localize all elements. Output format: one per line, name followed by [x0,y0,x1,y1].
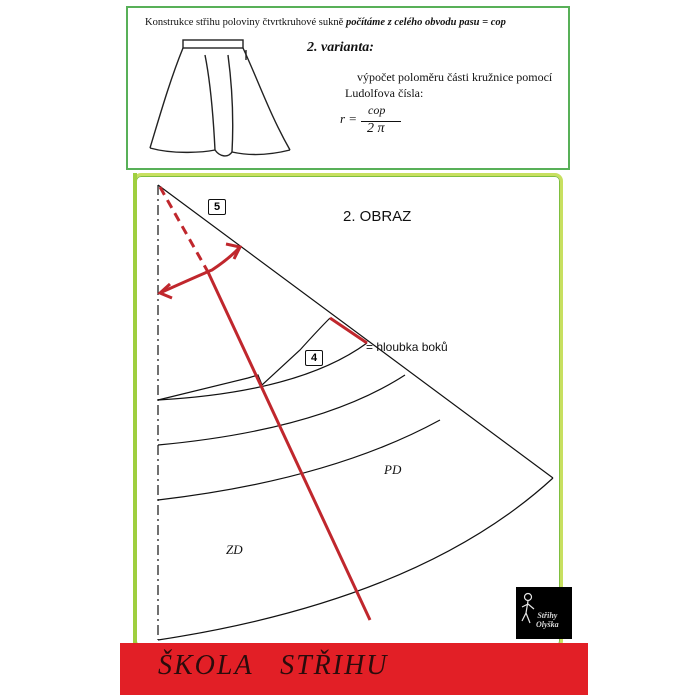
variant-title: 2. varianta: [307,40,374,55]
intro-text-emphasis: počítáme z celého obvodu pasu = cop [345,17,506,28]
pattern-arc-lower [158,420,440,500]
logo-text [536,611,559,629]
red-hip-depth-line [330,318,367,343]
step-5-label: 5 [208,199,226,215]
calc-text-line2: Ludolfova čísla: [345,86,424,100]
logo-line2: Olyška [536,620,559,629]
diagram-title: 2. OBRAZ [343,208,412,225]
red-radius-arc [162,247,240,292]
step-4-label: 4 [305,350,323,366]
banner-title: ŠKOLA STŘIHU [158,650,389,681]
calc-text-line1: výpočet poloměru části kružnice pomocí [357,70,553,84]
logo-line1: Střihy [537,611,558,620]
formula-numerator: cop [368,103,386,117]
red-dashed-radius [160,187,208,272]
pattern-arc-middle [158,375,405,445]
formula-denominator: 2 π [367,121,385,136]
pattern-hem-arc [158,478,553,640]
pattern-side-line [158,185,553,478]
front-piece-label: PD [384,462,402,477]
formula-lhs: r = [340,111,358,126]
hip-depth-label: = hloubka boků [366,340,448,354]
back-piece-label: ZD [226,542,243,557]
intro-text-main: Konstrukce střihu poloviny čtvrtkruhové sukně [145,17,344,28]
